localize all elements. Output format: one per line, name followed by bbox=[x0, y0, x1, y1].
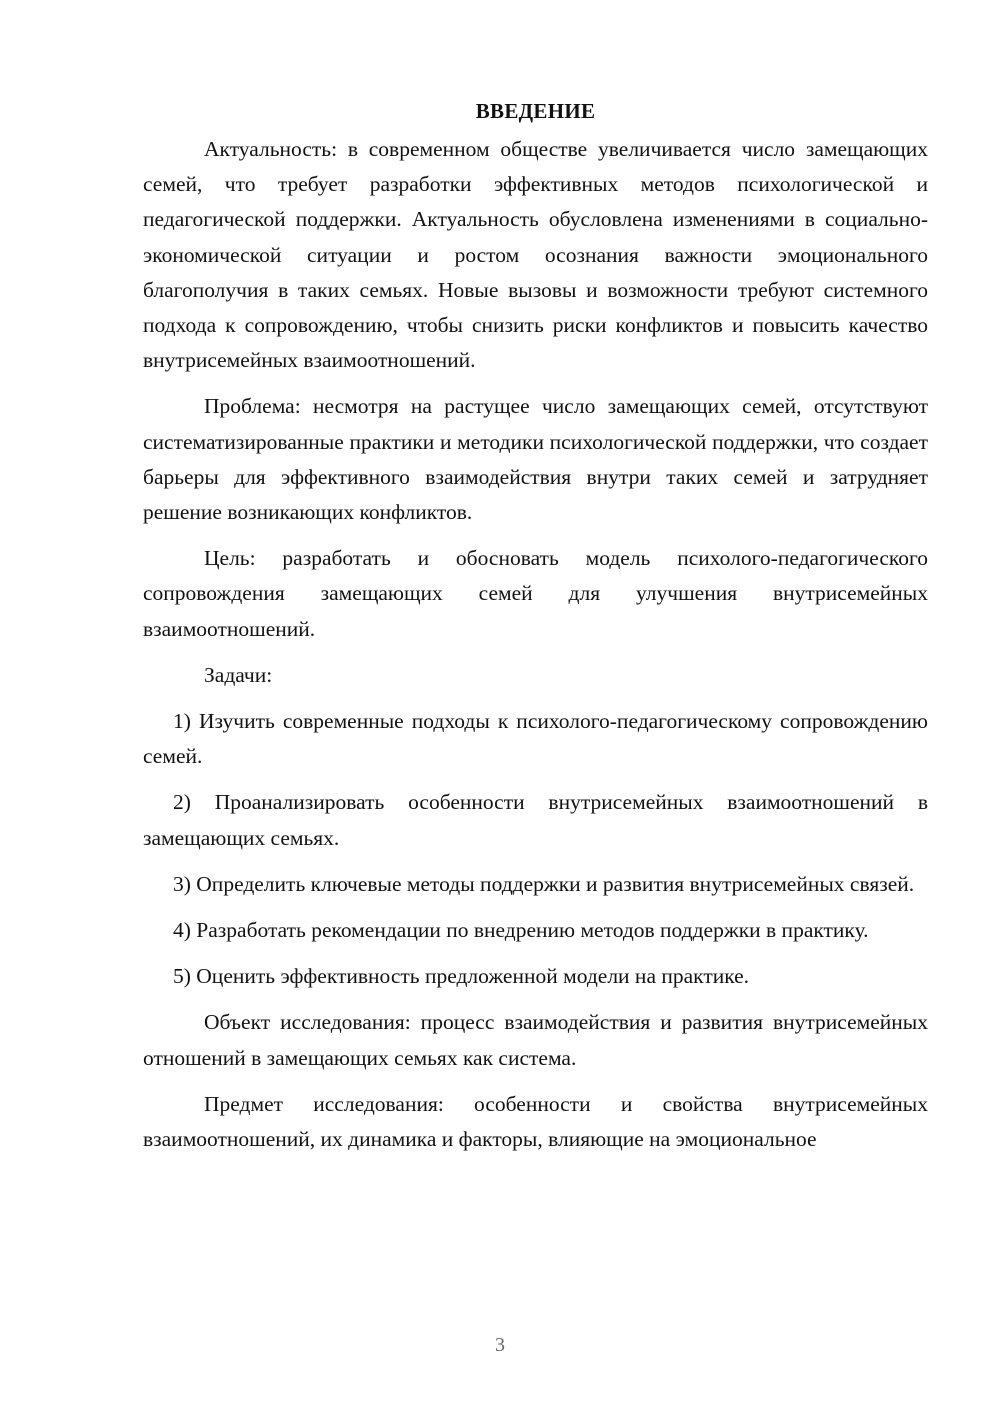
task-item-4: 4) Разработать рекомендации по внедрению методов поддержки в практику. bbox=[173, 918, 869, 943]
goal-paragraph: Цель: разработать и обосновать модель психолого-педагогического сопровождения замещающих семей для улучшения внутрисемейных взаимоотношений. bbox=[143, 546, 928, 641]
task-item-5: 5) Оценить эффективность предложенной модели на практике. bbox=[173, 964, 750, 989]
research-object-paragraph: Объект исследования: процесс взаимодействия и развития внутрисемейных отношений в замещающих семьях как система. bbox=[143, 1010, 928, 1070]
problem-paragraph: Проблема: несмотря на растущее число замещающих семей, отсутствуют систематизированные практики и методики психологической поддержки, что создает барьеры для эффективного взаимодействия внутри таких семей и затрудняет решение возникающих конфликтов. bbox=[143, 394, 928, 525]
document-page bbox=[143, 96, 928, 1168]
tasks-label: Задачи: bbox=[204, 662, 273, 687]
relevance-paragraph: Актуальность: в современном обществе увеличивается число замещающих семей, что требует разработки эффективных методов психологической и педагогической поддержки. Актуальность обусловлена изменениями в социально-экономической ситуации и ростом осознания важности эмоционального благополучия в таких семьях. Новые вызовы и возможности требуют системного подхода к сопровождению, чтобы снизить риски конфликтов и повысить качество внутрисемейных взаимоотношений. bbox=[143, 137, 928, 373]
section-heading: ВВЕДЕНИЕ bbox=[475, 99, 596, 123]
page-number: 3 bbox=[495, 1334, 505, 1356]
task-item-1: 1) Изучить современные подходы к психолого-педагогическому сопровождению семей. bbox=[143, 709, 928, 769]
task-item-2: 2) Проанализировать особенности внутрисемейных взаимоотношений в замещающих семьях. bbox=[143, 790, 928, 850]
task-item-3: 3) Определить ключевые методы поддержки и развития внутрисемейных связей. bbox=[173, 871, 915, 896]
research-subject-paragraph: Предмет исследования: особенности и свойства внутрисемейных взаимоотношений, их динамика и факторы, влияющие на эмоциональное bbox=[143, 1091, 928, 1152]
